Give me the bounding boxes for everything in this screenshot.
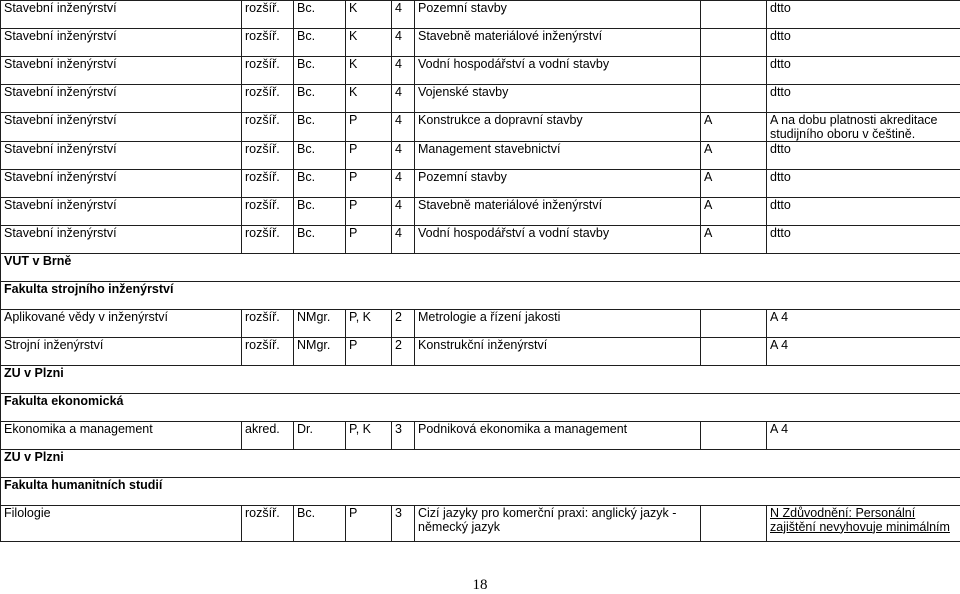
- cell-form: K: [346, 57, 392, 85]
- cell-program: Stavebně materiálové inženýrství: [415, 29, 701, 57]
- cell-len: 4: [392, 29, 415, 57]
- cell-program: Pozemní stavby: [415, 170, 701, 198]
- cell-form: P: [346, 198, 392, 226]
- cell-level: Bc.: [294, 1, 346, 29]
- section-heading: ZU v Plzni: [1, 450, 960, 478]
- cell-type: rozšíř.: [242, 198, 294, 226]
- cell-form: P, K: [346, 310, 392, 338]
- cell-note: dtto: [767, 57, 960, 85]
- cell-program: Cizí jazyky pro komerční praxi: anglický jazyk - německý jazyk: [415, 506, 701, 542]
- cell-note: dtto: [767, 198, 960, 226]
- cell-note: dtto: [767, 1, 960, 29]
- cell-level: NMgr.: [294, 338, 346, 366]
- cell-level: Bc.: [294, 29, 346, 57]
- cell-program: Vodní hospodářství a vodní stavby: [415, 226, 701, 254]
- cell-len: 4: [392, 57, 415, 85]
- cell-len: 2: [392, 338, 415, 366]
- section-row: [1, 366, 960, 394]
- cell-program: Podniková ekonomika a management: [415, 422, 701, 450]
- cell-field: Stavební inženýrství: [1, 85, 242, 113]
- cell-len: 4: [392, 142, 415, 170]
- section-heading: VUT v Brně: [1, 254, 960, 282]
- cell-len: 4: [392, 1, 415, 29]
- cell-len: 4: [392, 113, 415, 142]
- cell-code: A: [701, 226, 767, 254]
- cell-type: rozšíř.: [242, 29, 294, 57]
- cell-note: A 4: [767, 338, 960, 366]
- cell-form: P: [346, 338, 392, 366]
- cell-code: [701, 506, 767, 542]
- cell-code: [701, 310, 767, 338]
- cell-field: Stavební inženýrství: [1, 1, 242, 29]
- cell-note: dtto: [767, 29, 960, 57]
- cell-field: Aplikované vědy v inženýrství: [1, 310, 242, 338]
- cell-form: P: [346, 113, 392, 142]
- cell-form: P: [346, 226, 392, 254]
- cell-code: [701, 1, 767, 29]
- cell-type: rozšíř.: [242, 1, 294, 29]
- cell-level: Bc.: [294, 57, 346, 85]
- table-row: [1, 198, 960, 226]
- section-heading: Fakulta ekonomická: [1, 394, 960, 422]
- cell-len: 2: [392, 310, 415, 338]
- cell-field: Stavební inženýrství: [1, 198, 242, 226]
- cell-type: rozšíř.: [242, 170, 294, 198]
- cell-type: rozšíř.: [242, 338, 294, 366]
- cell-code: [701, 422, 767, 450]
- cell-len: 3: [392, 422, 415, 450]
- cell-field: Filologie: [1, 506, 242, 542]
- cell-program: Pozemní stavby: [415, 1, 701, 29]
- cell-program: Stavebně materiálové inženýrství: [415, 198, 701, 226]
- cell-form: P: [346, 506, 392, 542]
- cell-field: Stavební inženýrství: [1, 57, 242, 85]
- section-row: [1, 478, 960, 506]
- cell-program: Konstrukční inženýrství: [415, 338, 701, 366]
- cell-form: K: [346, 85, 392, 113]
- cell-level: Bc.: [294, 170, 346, 198]
- cell-type: rozšíř.: [242, 310, 294, 338]
- table-row: [1, 170, 960, 198]
- cell-note: dtto: [767, 142, 960, 170]
- table-row: [1, 506, 960, 542]
- table-row: [1, 85, 960, 113]
- cell-program: Vodní hospodářství a vodní stavby: [415, 57, 701, 85]
- cell-program: Metrologie a řízení jakosti: [415, 310, 701, 338]
- cell-level: Bc.: [294, 226, 346, 254]
- cell-type: rozšíř.: [242, 142, 294, 170]
- cell-code: A: [701, 198, 767, 226]
- section-row: [1, 254, 960, 282]
- section-row: [1, 450, 960, 478]
- cell-code: A: [701, 142, 767, 170]
- cell-form: K: [346, 29, 392, 57]
- cell-len: 4: [392, 170, 415, 198]
- cell-level: Bc.: [294, 142, 346, 170]
- cell-code: [701, 85, 767, 113]
- table-row: [1, 29, 960, 57]
- cell-code: [701, 57, 767, 85]
- cell-field: Stavební inženýrství: [1, 170, 242, 198]
- cell-field: Ekonomika a management: [1, 422, 242, 450]
- cell-note: dtto: [767, 226, 960, 254]
- cell-field: Strojní inženýrství: [1, 338, 242, 366]
- cell-field: Stavební inženýrství: [1, 113, 242, 142]
- cell-code: [701, 29, 767, 57]
- cell-type: rozšíř.: [242, 506, 294, 542]
- table-row: [1, 113, 960, 142]
- cell-len: 4: [392, 85, 415, 113]
- cell-form: P: [346, 142, 392, 170]
- table-row: [1, 142, 960, 170]
- table-row: [1, 1, 960, 29]
- page-number: 18: [0, 577, 960, 594]
- cell-level: Bc.: [294, 113, 346, 142]
- cell-form: P: [346, 170, 392, 198]
- cell-type: rozšíř.: [242, 226, 294, 254]
- cell-field: Stavební inženýrství: [1, 226, 242, 254]
- cell-type: akred.: [242, 422, 294, 450]
- section-heading: Fakulta strojního inženýrství: [1, 282, 960, 310]
- cell-code: A: [701, 113, 767, 142]
- cell-level: Bc.: [294, 506, 346, 542]
- section-row: [1, 394, 960, 422]
- section-heading: ZU v Plzni: [1, 366, 960, 394]
- table-row: [1, 422, 960, 450]
- cell-note: A 4: [767, 422, 960, 450]
- cell-form: P, K: [346, 422, 392, 450]
- cell-level: NMgr.: [294, 310, 346, 338]
- cell-level: Bc.: [294, 85, 346, 113]
- cell-level: Dr.: [294, 422, 346, 450]
- cell-note: A 4: [767, 310, 960, 338]
- cell-level: Bc.: [294, 198, 346, 226]
- cell-form: K: [346, 1, 392, 29]
- cell-len: 3: [392, 506, 415, 542]
- table-row: [1, 57, 960, 85]
- cell-type: rozšíř.: [242, 85, 294, 113]
- cell-program: Management stavebnictví: [415, 142, 701, 170]
- section-heading: Fakulta humanitních studií: [1, 478, 960, 506]
- table-row: [1, 310, 960, 338]
- cell-len: 4: [392, 198, 415, 226]
- cell-code: [701, 338, 767, 366]
- cell-program: Vojenské stavby: [415, 85, 701, 113]
- table-row: [1, 226, 960, 254]
- cell-type: rozšíř.: [242, 57, 294, 85]
- cell-note: dtto: [767, 85, 960, 113]
- cell-note: N Zdůvodnění: Personální zajištění nevyhovuje minimálním: [767, 506, 960, 542]
- cell-field: Stavební inženýrství: [1, 29, 242, 57]
- cell-note: A na dobu platnosti akreditace studijního oboru v češtině.: [767, 113, 960, 142]
- cell-field: Stavební inženýrství: [1, 142, 242, 170]
- cell-type: rozšíř.: [242, 113, 294, 142]
- cell-len: 4: [392, 226, 415, 254]
- cell-program: Konstrukce a dopravní stavby: [415, 113, 701, 142]
- section-row: [1, 282, 960, 310]
- cell-note: dtto: [767, 170, 960, 198]
- table-row: [1, 338, 960, 366]
- cell-code: A: [701, 170, 767, 198]
